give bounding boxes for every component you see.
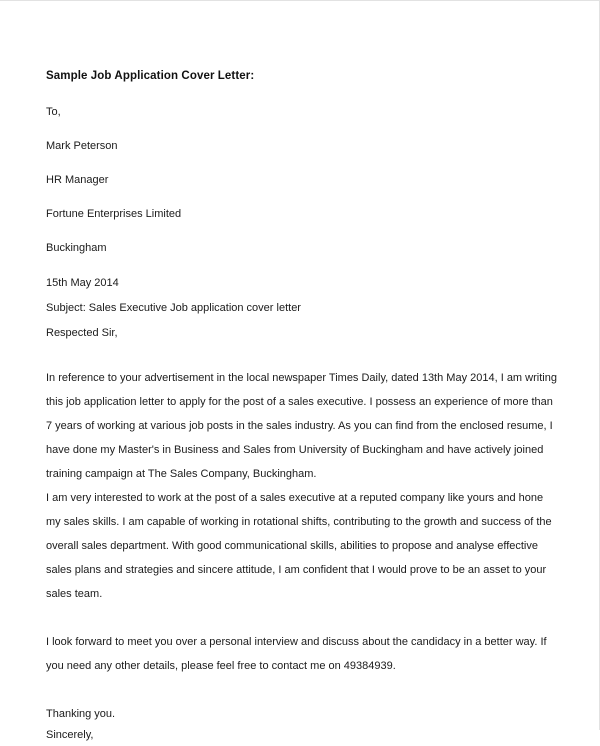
recipient-name: Mark Peterson bbox=[46, 140, 118, 152]
recipient-job-title: HR Manager bbox=[46, 174, 109, 186]
letter-date: 15th May 2014 bbox=[46, 277, 119, 289]
recipient-company: Fortune Enterprises Limited bbox=[46, 208, 182, 220]
letter-closing bbox=[46, 704, 558, 746]
body-paragraph-2: I am very interested to work at the post of a sales executive at a reputed company like yours and hone my sales skills. I am capable of working in rotational shifts, contributing to the growth and success of the overall sales department. With good communicational skills, abilities to propose and analyse effective sales plans and strategies and sincere attitude, I am confident that I would prove to be an asset to your sales team. bbox=[46, 492, 552, 600]
letter-greeting: Respected Sir, bbox=[46, 327, 118, 339]
page-title: Sample Job Application Cover Letter: bbox=[46, 70, 255, 82]
body-paragraph-3: I look forward to meet you over a personal interview and discuss about the candidacy in a better way. If you need any other details, please feel free to contact me on 49384939. bbox=[46, 636, 547, 672]
closing-thanks: Thanking you. bbox=[46, 708, 116, 720]
cover-letter bbox=[46, 69, 558, 746]
letter-meta-block bbox=[46, 276, 558, 340]
recipient-address-block bbox=[46, 105, 558, 255]
recipient-salutation: To, bbox=[46, 106, 61, 118]
recipient-city: Buckingham bbox=[46, 242, 107, 254]
body-paragraph-1: In reference to your advertisement in the local newspaper Times Daily, dated 13th May 2014, I am writing this job application letter to apply for the post of a sales executive. I possess an experience of more than 7 years of working at various job posts in the sales industry. As you can find from the enclosed resume, I have done my Master's in Business and Sales from University of Buckingham and have actively joined training campaign at The Sales Company, Buckingham. bbox=[46, 372, 557, 480]
closing-signoff: Sincerely, bbox=[46, 729, 94, 741]
letter-body bbox=[46, 366, 558, 678]
letter-subject: Subject: Sales Executive Job application cover letter bbox=[46, 302, 301, 314]
